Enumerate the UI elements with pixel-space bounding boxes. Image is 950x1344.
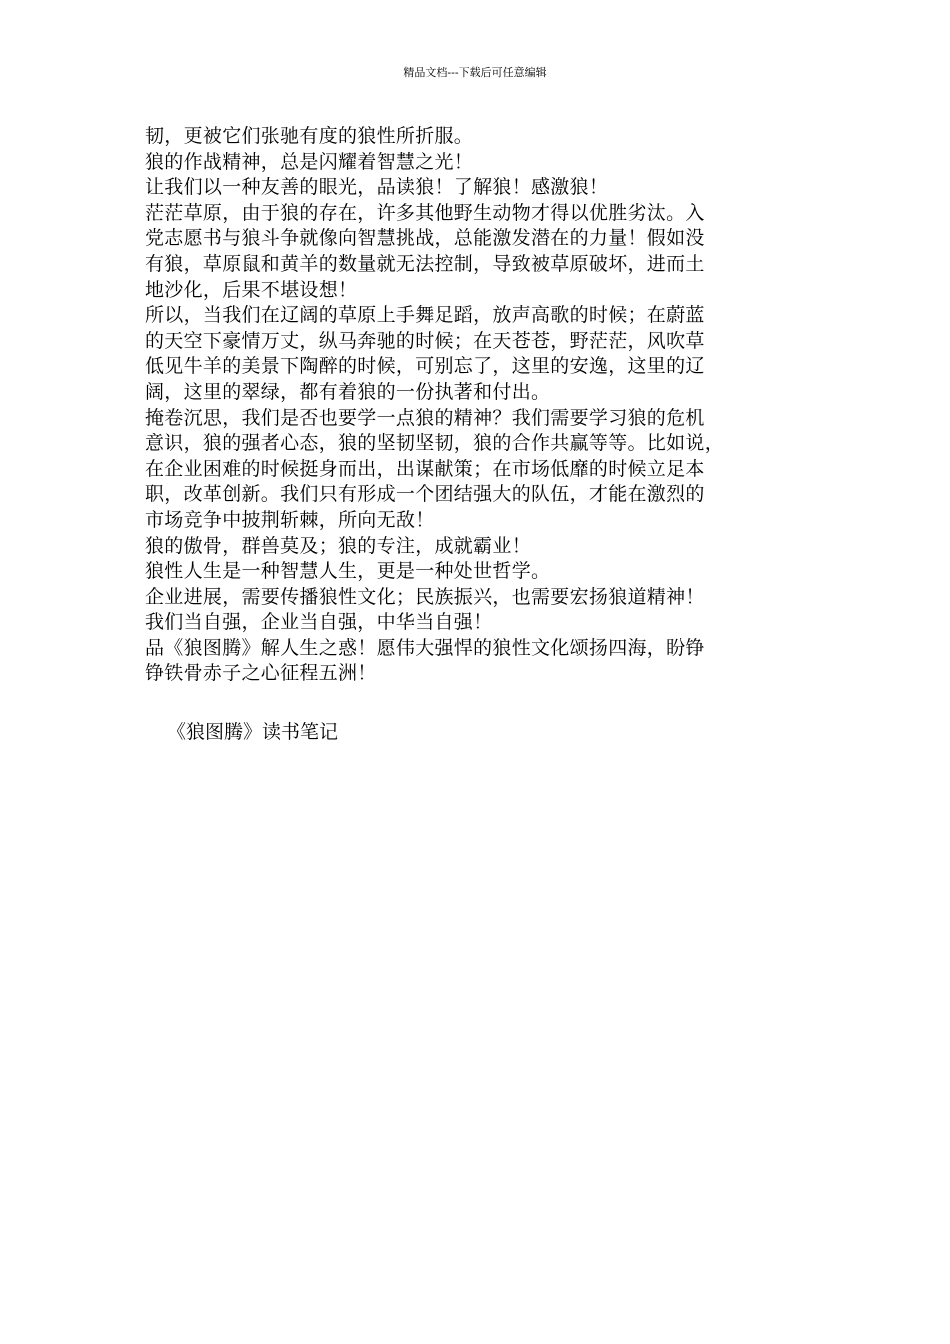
text-line: 低见牛羊的美景下陶醉的时候，可别忘了，这里的安逸，这里的辽 (145, 355, 705, 378)
text-line: 让我们以一种友善的眼光，品读狼！了解狼！感激狼！ (145, 176, 609, 199)
text-line: 狼的傲骨，群兽莫及；狼的专注，成就霸业！ (145, 534, 532, 557)
text-line: 职，改革创新。我们只有形成一个团结强大的队伍，才能在激烈的 (145, 483, 705, 506)
paragraph (145, 559, 817, 585)
text-line: 所以，当我们在辽阔的草原上手舞足蹈，放声高歌的时候；在蔚蓝 (145, 304, 705, 327)
text-line: 有狼，草原鼠和黄羊的数量就无法控制，导致被草原破坏，进而土 (145, 252, 705, 275)
text-line: 我们当自强，企业当自强，中华当自强！ (145, 611, 493, 634)
paragraph (145, 585, 817, 636)
text-line: 在企业困难的时候挺身而出，出谋献策；在市场低靡的时候立足本 (145, 457, 705, 480)
paragraph (145, 406, 817, 534)
page-header: 精品文档---下载后可任意编辑 (403, 66, 547, 79)
closing-title: 《狼图腾》读书笔记 (167, 721, 339, 743)
text-line: 企业进展，需要传播狼性文化；民族振兴，也需要宏扬狼道精神！ (145, 585, 705, 608)
text-line: 铮铁骨赤子之心征程五洲！ (145, 662, 377, 685)
text-line: 党志愿书与狼斗争就像向智慧挑战，总能激发潜在的力量！假如没 (145, 227, 705, 250)
text-line: 品《狼图腾》解人生之惑！愿伟大强悍的狼性文化颂扬四海，盼铮 (145, 636, 705, 659)
paragraph (145, 201, 817, 303)
document-body (145, 124, 817, 687)
text-line: 狼的作战精神，总是闪耀着智慧之光！ (145, 150, 474, 173)
paragraph (145, 303, 817, 405)
text-line: 掩卷沉思，我们是否也要学一点狼的精神？我们需要学习狼的危机 (145, 406, 705, 429)
paragraph (145, 534, 817, 560)
text-line: 阔，这里的翠绿，都有着狼的一份执著和付出。 (145, 380, 551, 403)
text-line: 市场竞争中披荆斩棘，所向无敌！ (145, 508, 435, 531)
text-line: 韧，更被它们张驰有度的狼性所折服。 (145, 125, 474, 147)
paragraph (145, 175, 817, 201)
paragraph (145, 150, 817, 176)
text-line: 意识，狼的强者心态，狼的坚韧坚韧，狼的合作共赢等等。比如说， (145, 432, 725, 455)
text-line: 的天空下豪情万丈，纵马奔驰的时候；在天苍苍，野茫茫，风吹草 (145, 329, 705, 352)
text-line: 狼性人生是一种智慧人生，更是一种处世哲学。 (145, 560, 551, 583)
text-line: 茫茫草原，由于狼的存在，许多其他野生动物才得以优胜劣汰。入 (145, 201, 705, 224)
paragraph (145, 636, 817, 687)
paragraph (145, 124, 817, 150)
text-line: 地沙化，后果不堪设想！ (145, 278, 358, 301)
